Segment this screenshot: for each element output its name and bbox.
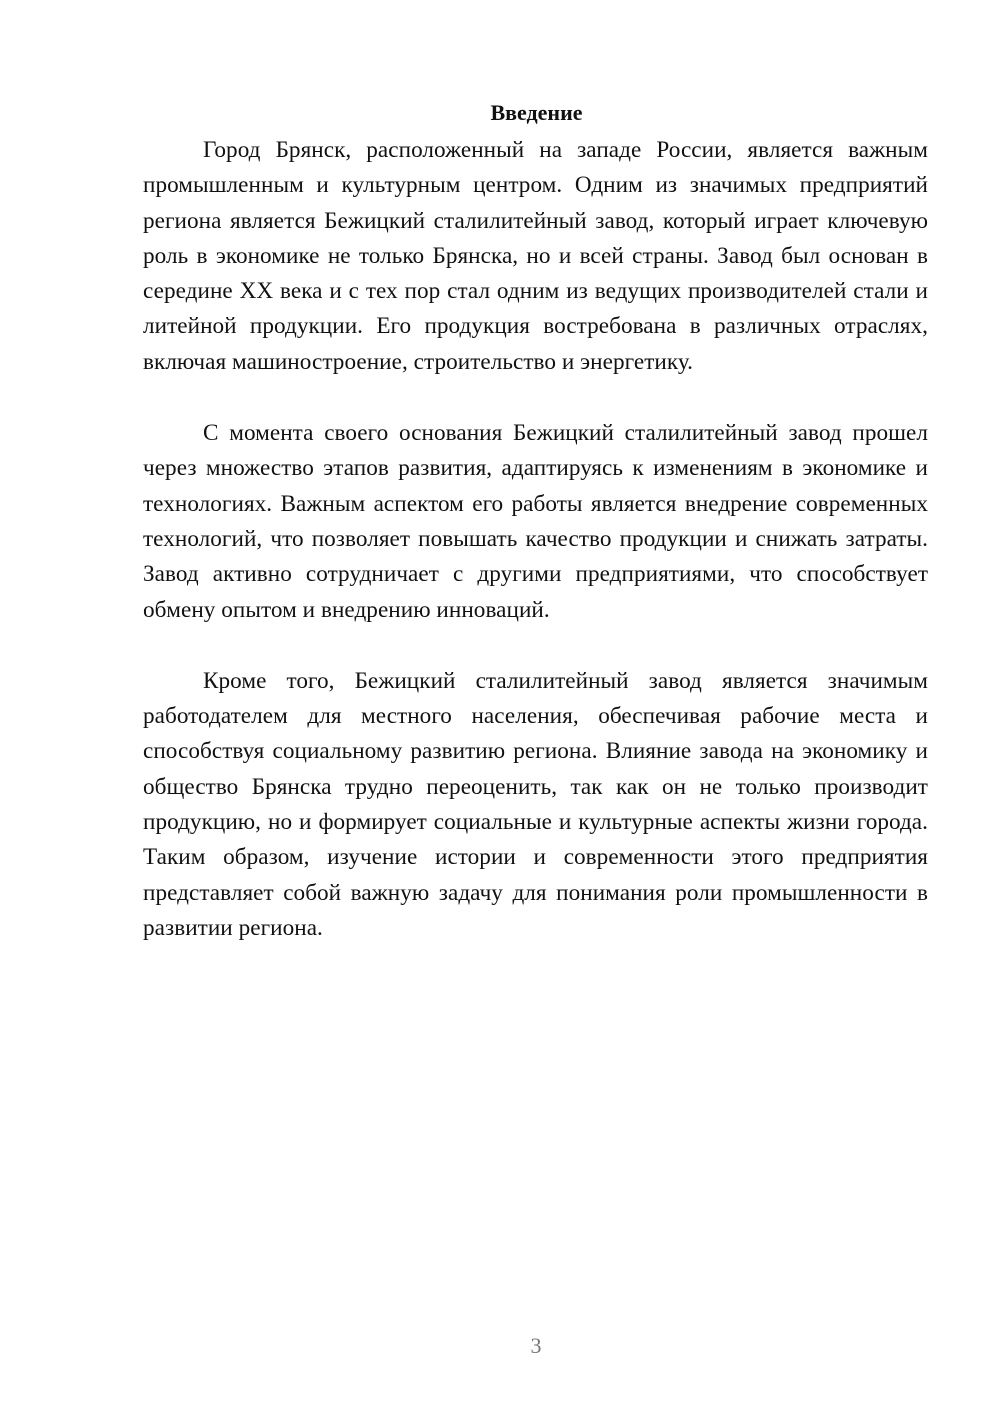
section-title: Введение xyxy=(490,100,583,125)
paragraph-3: Кроме того, Бежицкий сталилитейный завод является значимым работодателем для местного населения, обеспечивая рабочие места и способствуя социальному развитию региона. Влияние завода на экономику и общество Брянска трудно переоценить, так как он не только производит продукцию, но и формирует социальные и культурные аспекты жизни города. Таким образом, изучение истории и современности этого предприятия представляет собой важную задачу для понимания роли промышленности в развитии региона. xyxy=(143,667,928,941)
document-body xyxy=(143,96,928,982)
paragraph-1: Город Брянск, расположенный на западе России, является важным промышленным и культурным центром. Одним из значимых предприятий региона является Бежицкий сталилитейный завод, который играет ключевую роль в экономике не только Брянска, но и всей страны. Завод был основан в середине XX века и с тех пор стал одним из ведущих производителей стали и литейной продукции. Его продукция востребована в различных отраслях, включая машиностроение, строительство и энергетику. xyxy=(143,137,928,375)
page-number: 3 xyxy=(530,1333,542,1358)
paragraph-2: С момента своего основания Бежицкий сталилитейный завод прошел через множество этапов развития, адаптируясь к изменениям в экономике и технологиях. Важным аспектом его работы является внедрение современных технологий, что позволяет повышать качество продукции и снижать затраты. Завод активно сотрудничает с другими предприятиями, что способствует обмену опытом и внедрению инноваций. xyxy=(143,420,928,623)
